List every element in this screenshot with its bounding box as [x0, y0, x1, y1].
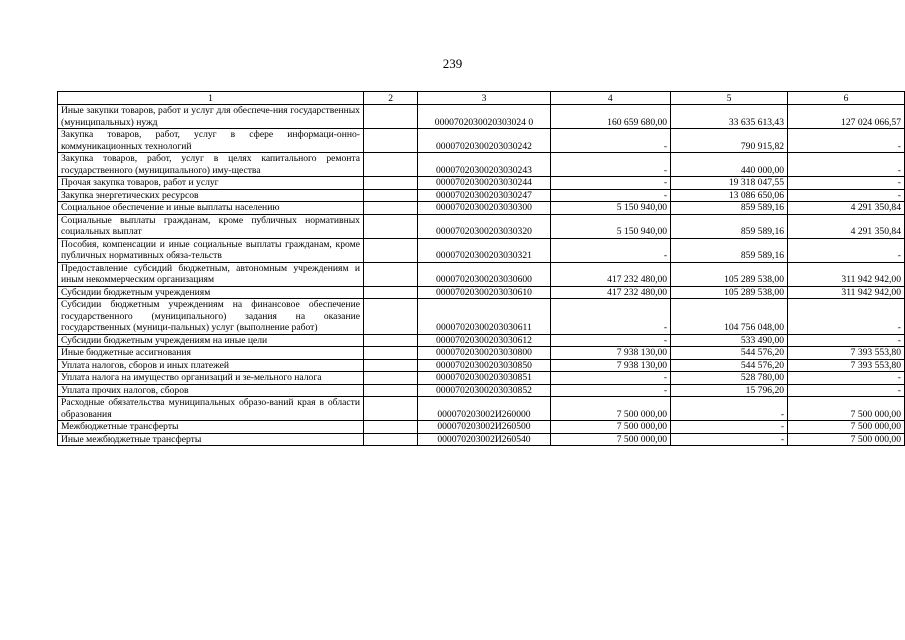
row-code: 00007020300203030800 — [418, 347, 550, 360]
column-header: 4 — [550, 92, 671, 105]
column-header: 2 — [363, 92, 417, 105]
row-name: Закупка энергетических ресурсов — [58, 189, 364, 202]
row-code: 0000702030020303024 0 — [418, 105, 550, 129]
row-value-5: 859 589,16 — [671, 202, 788, 215]
row-value-5: 19 318 047,55 — [671, 177, 788, 190]
row-name: Расходные обязательства муниципальных образо-ваний края в области образования — [58, 397, 364, 421]
column-header: 3 — [418, 92, 550, 105]
row-code: 00007020300203030612 — [418, 334, 550, 347]
row-value-5: 859 589,16 — [671, 214, 788, 238]
row-name: Субсидии бюджетным учреждениям на иные цели — [58, 334, 364, 347]
table-row — [58, 129, 905, 153]
row-value-4: 160 659 680,00 — [550, 105, 671, 129]
row-value-4: 5 150 940,00 — [550, 202, 671, 215]
row-code: 00007020300203030600 — [418, 262, 550, 286]
table-row — [58, 214, 905, 238]
row-value-5: 15 796,20 — [671, 384, 788, 397]
row-col2 — [363, 334, 417, 347]
row-col2 — [363, 262, 417, 286]
table-row — [58, 238, 905, 262]
row-value-5: 105 289 538,00 — [671, 262, 788, 286]
row-value-5: - — [671, 397, 788, 421]
row-value-6: 7 500 000,00 — [788, 397, 905, 421]
table-row — [58, 299, 905, 335]
table-row — [58, 153, 905, 177]
row-code: 00007020300203030320 — [418, 214, 550, 238]
row-value-6: - — [788, 189, 905, 202]
row-value-6: 127 024 066,57 — [788, 105, 905, 129]
row-col2 — [363, 153, 417, 177]
row-value-6: 4 291 350,84 — [788, 214, 905, 238]
table-row — [58, 347, 905, 360]
row-col2 — [363, 202, 417, 215]
row-value-5: 859 589,16 — [671, 238, 788, 262]
row-name: Субсидии бюджетным учреждениям — [58, 286, 364, 299]
budget-table — [57, 91, 905, 446]
row-value-4: - — [550, 189, 671, 202]
row-col2 — [363, 105, 417, 129]
row-code: 00007020300203030611 — [418, 299, 550, 335]
row-value-6: - — [788, 372, 905, 385]
row-code: 00007020300203030243 — [418, 153, 550, 177]
row-code: 000070203002И260500 — [418, 421, 550, 434]
row-value-4: - — [550, 299, 671, 335]
table-row — [58, 262, 905, 286]
row-name: Социальное обеспечение и иные выплаты населению — [58, 202, 364, 215]
row-value-4: - — [550, 334, 671, 347]
table-row — [58, 202, 905, 215]
row-value-5: 104 756 048,00 — [671, 299, 788, 335]
table-row — [58, 384, 905, 397]
row-value-5: 544 576,20 — [671, 347, 788, 360]
column-header: 1 — [58, 92, 364, 105]
row-value-6: 7 393 553,80 — [788, 359, 905, 372]
row-code: 000070203002И260000 — [418, 397, 550, 421]
table-header-row — [58, 92, 905, 105]
row-name: Иные межбюджетные трансферты — [58, 433, 364, 446]
table-row — [58, 359, 905, 372]
row-value-4: 7 500 000,00 — [550, 433, 671, 446]
row-col2 — [363, 359, 417, 372]
row-name: Пособия, компенсации и иные социальные выплаты гражданам, кроме публичных нормативных обяза-тельств — [58, 238, 364, 262]
row-value-4: - — [550, 153, 671, 177]
row-col2 — [363, 214, 417, 238]
row-value-6: - — [788, 384, 905, 397]
row-name: Уплата прочих налогов, сборов — [58, 384, 364, 397]
row-value-4: 417 232 480,00 — [550, 262, 671, 286]
row-col2 — [363, 421, 417, 434]
row-col2 — [363, 347, 417, 360]
row-value-4: 5 150 940,00 — [550, 214, 671, 238]
row-value-6: - — [788, 238, 905, 262]
row-value-4: 417 232 480,00 — [550, 286, 671, 299]
row-value-4: 7 938 130,00 — [550, 347, 671, 360]
row-value-5: 790 915,82 — [671, 129, 788, 153]
row-col2 — [363, 397, 417, 421]
row-value-6: - — [788, 177, 905, 190]
row-value-5: 33 635 613,43 — [671, 105, 788, 129]
row-col2 — [363, 286, 417, 299]
row-value-6: 7 500 000,00 — [788, 433, 905, 446]
table-row — [58, 372, 905, 385]
row-name: Уплата налогов, сборов и иных платежей — [58, 359, 364, 372]
row-code: 00007020300203030852 — [418, 384, 550, 397]
row-name: Предоставление субсидий бюджетным, автономным учреждениям и иным некоммерческим организациям — [58, 262, 364, 286]
row-value-6: 7 393 553,80 — [788, 347, 905, 360]
table-body — [58, 105, 905, 446]
row-name: Закупка товаров, работ, услуг в целях капитального ремонта государственного (муниципального) иму-щества — [58, 153, 364, 177]
row-value-6: - — [788, 334, 905, 347]
column-header: 5 — [671, 92, 788, 105]
row-value-4: - — [550, 129, 671, 153]
row-code: 00007020300203030244 — [418, 177, 550, 190]
row-col2 — [363, 189, 417, 202]
table-row — [58, 397, 905, 421]
row-value-5: 528 780,00 — [671, 372, 788, 385]
row-value-5: 440 000,00 — [671, 153, 788, 177]
column-header: 6 — [788, 92, 905, 105]
row-value-4: - — [550, 177, 671, 190]
row-value-6: - — [788, 153, 905, 177]
row-value-6: - — [788, 299, 905, 335]
row-name: Межбюджетные трансферты — [58, 421, 364, 434]
row-value-5: 13 086 650,06 — [671, 189, 788, 202]
row-name: Закупка товаров, работ, услуг в сфере информаци-онно-коммуникационных технологий — [58, 129, 364, 153]
row-code: 00007020300203030851 — [418, 372, 550, 385]
row-value-4: 7 938 130,00 — [550, 359, 671, 372]
table-row — [58, 189, 905, 202]
row-value-5: - — [671, 421, 788, 434]
row-col2 — [363, 299, 417, 335]
row-value-4: 7 500 000,00 — [550, 421, 671, 434]
row-value-5: 533 490,00 — [671, 334, 788, 347]
row-code: 00007020300203030850 — [418, 359, 550, 372]
row-name: Иные бюджетные ассигнования — [58, 347, 364, 360]
row-name: Субсидии бюджетным учреждениям на финансовое обеспечение государственного (муниципального) задания на оказание государственных (муници-пальных) услуг (выполнение работ) — [58, 299, 364, 335]
row-value-4: - — [550, 384, 671, 397]
page-number: 239 — [442, 56, 463, 71]
row-value-5: 544 576,20 — [671, 359, 788, 372]
row-value-6: 311 942 942,00 — [788, 286, 905, 299]
table-row — [58, 421, 905, 434]
table-row — [58, 177, 905, 190]
row-code: 00007020300203030610 — [418, 286, 550, 299]
table-row — [58, 433, 905, 446]
row-col2 — [363, 238, 417, 262]
row-value-5: - — [671, 433, 788, 446]
table-row — [58, 334, 905, 347]
row-col2 — [363, 372, 417, 385]
row-value-6: - — [788, 129, 905, 153]
row-code: 00007020300203030242 — [418, 129, 550, 153]
row-col2 — [363, 433, 417, 446]
row-name: Уплата налога на имущество организаций и зе-мельного налога — [58, 372, 364, 385]
row-value-4: 7 500 000,00 — [550, 397, 671, 421]
table-row — [58, 105, 905, 129]
row-value-5: 105 289 538,00 — [671, 286, 788, 299]
row-value-6: 7 500 000,00 — [788, 421, 905, 434]
row-code: 00007020300203030300 — [418, 202, 550, 215]
row-value-6: 4 291 350,84 — [788, 202, 905, 215]
row-col2 — [363, 129, 417, 153]
row-col2 — [363, 384, 417, 397]
row-value-6: 311 942 942,00 — [788, 262, 905, 286]
row-code: 000070203002И260540 — [418, 433, 550, 446]
row-value-4: - — [550, 372, 671, 385]
row-col2 — [363, 177, 417, 190]
table-row — [58, 286, 905, 299]
row-code: 00007020300203030321 — [418, 238, 550, 262]
row-name: Социальные выплаты гражданам, кроме публичных нормативных социальных выплат — [58, 214, 364, 238]
row-name: Иные закупки товаров, работ и услуг для обеспече-ния государственных (муниципальных) нужд — [58, 105, 364, 129]
row-value-4: - — [550, 238, 671, 262]
row-code: 00007020300203030247 — [418, 189, 550, 202]
row-name: Прочая закупка товаров, работ и услуг — [58, 177, 364, 190]
